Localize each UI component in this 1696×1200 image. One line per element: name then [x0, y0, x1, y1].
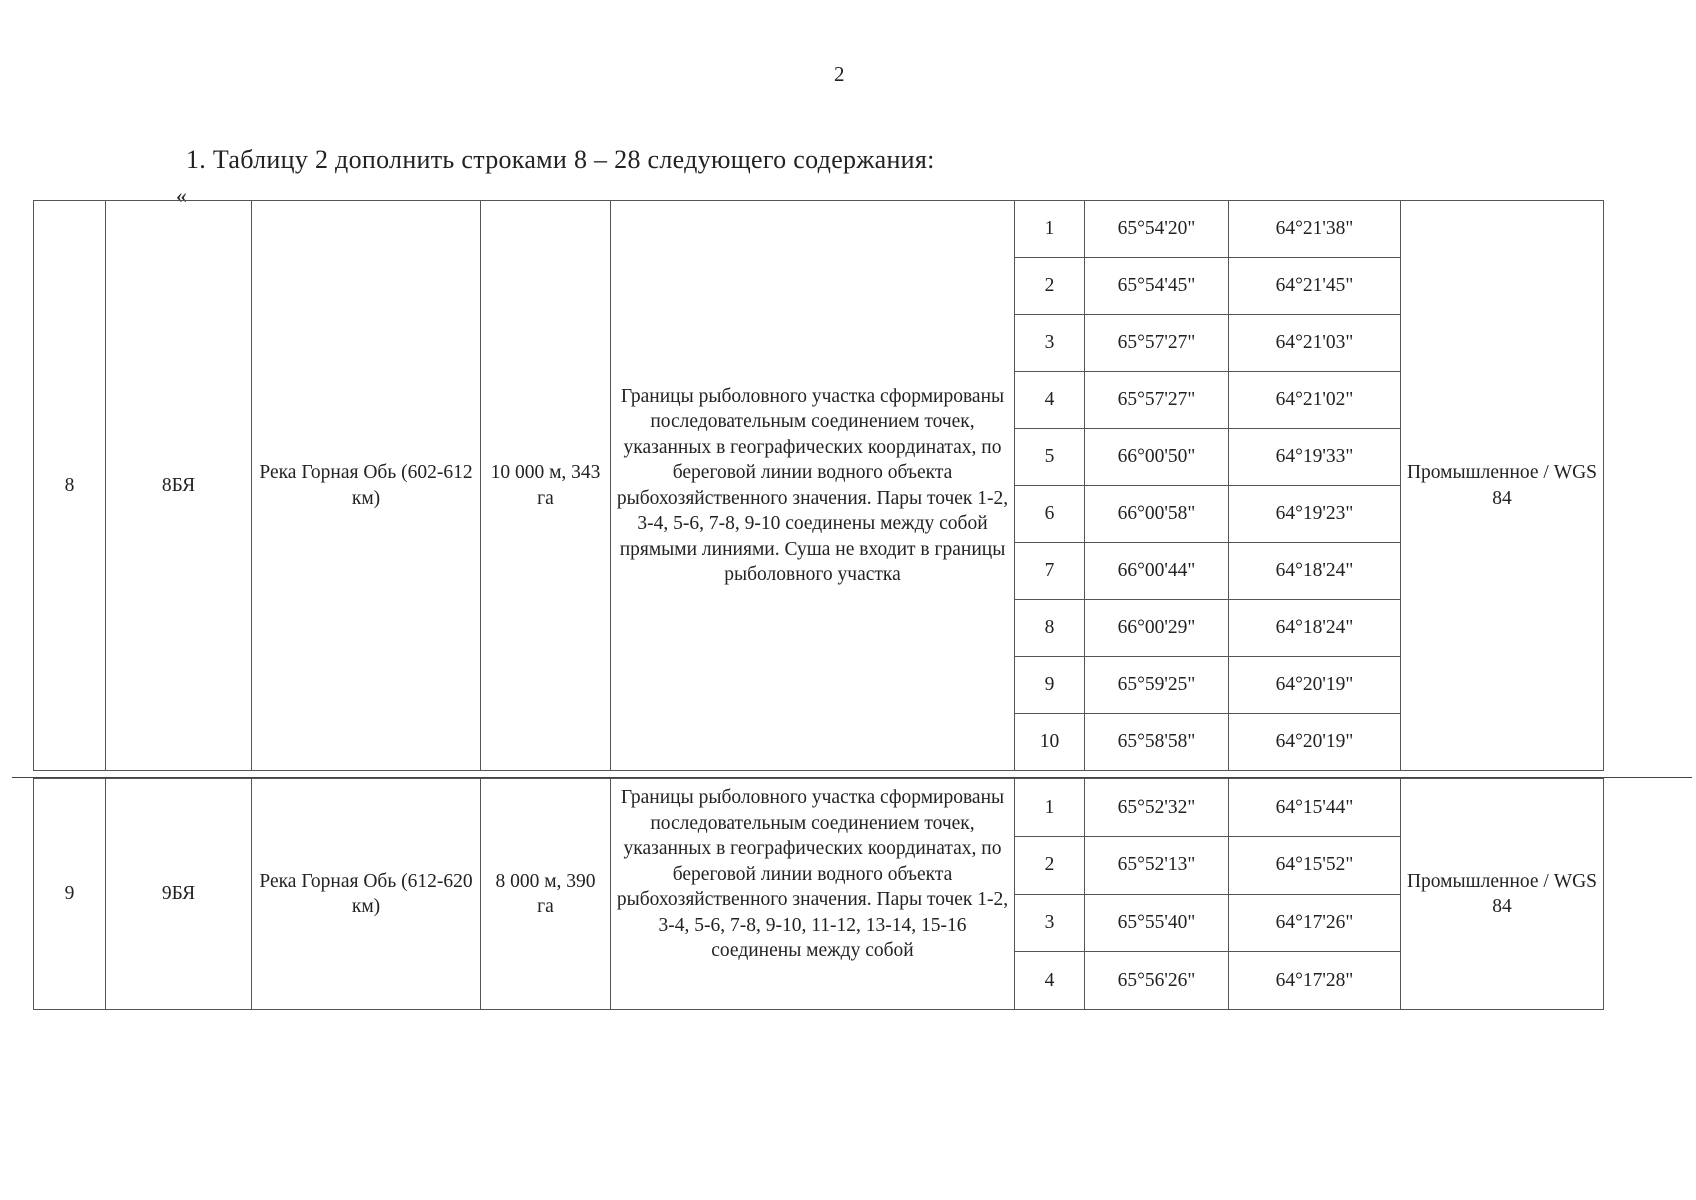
longitude: 64°19'23" — [1229, 486, 1401, 543]
point-number: 6 — [1015, 486, 1085, 543]
coordinate-row — [34, 201, 1604, 258]
purpose-and-datum: Промышленное / WGS 84 — [1401, 201, 1604, 771]
point-number: 3 — [1015, 894, 1085, 952]
table-row-8 — [33, 200, 1604, 771]
point-number: 2 — [1015, 258, 1085, 315]
latitude: 65°59'25" — [1085, 657, 1229, 714]
latitude: 66°00'29" — [1085, 600, 1229, 657]
latitude: 65°58'58" — [1085, 714, 1229, 771]
water-body-name: Река Горная Обь (612-620 км) — [252, 779, 481, 1010]
point-number: 4 — [1015, 372, 1085, 429]
section-divider-line — [12, 777, 1692, 778]
row-number: 9 — [34, 779, 106, 1010]
point-number: 10 — [1015, 714, 1085, 771]
latitude: 65°56'26" — [1085, 952, 1229, 1010]
plot-code: 8БЯ — [106, 201, 252, 771]
row-number: 8 — [34, 201, 106, 771]
longitude: 64°17'28" — [1229, 952, 1401, 1010]
boundary-description: Границы рыболовного участка сформированы последовательным соединением точек, указанных в географических координатах, по береговой линии водного объекта рыбохозяйственного значения. Пары точек 1-2, 3-4, 5-6, 7-8, 9-10 соединены между собой прямыми линиями. Суша не входит в границы рыболовного участка — [611, 201, 1015, 771]
point-number: 5 — [1015, 429, 1085, 486]
point-number: 9 — [1015, 657, 1085, 714]
latitude: 66°00'50" — [1085, 429, 1229, 486]
point-number: 8 — [1015, 600, 1085, 657]
point-number: 7 — [1015, 543, 1085, 600]
latitude: 66°00'44" — [1085, 543, 1229, 600]
water-body-name: Река Горная Обь (602-612 км) — [252, 201, 481, 771]
latitude: 65°52'32" — [1085, 779, 1229, 837]
plot-size: 10 000 м, 343 га — [481, 201, 611, 771]
boundary-description — [611, 779, 1015, 1010]
longitude: 64°15'52" — [1229, 836, 1401, 894]
longitude: 64°15'44" — [1229, 779, 1401, 837]
longitude: 64°21'38" — [1229, 201, 1401, 258]
boundary-description-text: Границы рыболовного участка сформированы последовательным соединением точек, указанных в географических координатах, по береговой линии водного объекта рыбохозяйственного значения. Пары точек 1-2, 3-4, 5-6, 7-8, 9-10, 11-12, 13-14, 15-16 соединены между собой — [616, 787, 1009, 961]
longitude: 64°18'24" — [1229, 543, 1401, 600]
longitude: 64°18'24" — [1229, 600, 1401, 657]
point-number: 1 — [1015, 201, 1085, 258]
purpose-and-datum: Промышленное / WGS 84 — [1401, 779, 1604, 1010]
point-number: 3 — [1015, 315, 1085, 372]
longitude: 64°21'03" — [1229, 315, 1401, 372]
latitude: 65°57'27" — [1085, 315, 1229, 372]
table-row-9 — [33, 778, 1604, 1010]
latitude: 66°00'58" — [1085, 486, 1229, 543]
longitude: 64°19'33" — [1229, 429, 1401, 486]
latitude: 65°54'20" — [1085, 201, 1229, 258]
latitude: 65°57'27" — [1085, 372, 1229, 429]
longitude: 64°21'45" — [1229, 258, 1401, 315]
longitude: 64°20'19" — [1229, 657, 1401, 714]
latitude: 65°55'40" — [1085, 894, 1229, 952]
plot-size: 8 000 м, 390 га — [481, 779, 611, 1010]
longitude: 64°20'19" — [1229, 714, 1401, 771]
longitude: 64°17'26" — [1229, 894, 1401, 952]
point-number: 4 — [1015, 952, 1085, 1010]
longitude: 64°21'02" — [1229, 372, 1401, 429]
page-number: 2 — [834, 62, 845, 86]
latitude: 65°52'13" — [1085, 836, 1229, 894]
point-number: 1 — [1015, 779, 1085, 837]
open-quote: « — [176, 183, 187, 208]
plot-code: 9БЯ — [106, 779, 252, 1010]
point-number: 2 — [1015, 836, 1085, 894]
coordinate-row — [34, 779, 1604, 837]
latitude: 65°54'45" — [1085, 258, 1229, 315]
amendment-heading: 1. Таблицу 2 дополнить строками 8 – 28 следующего содержания: — [186, 145, 935, 174]
